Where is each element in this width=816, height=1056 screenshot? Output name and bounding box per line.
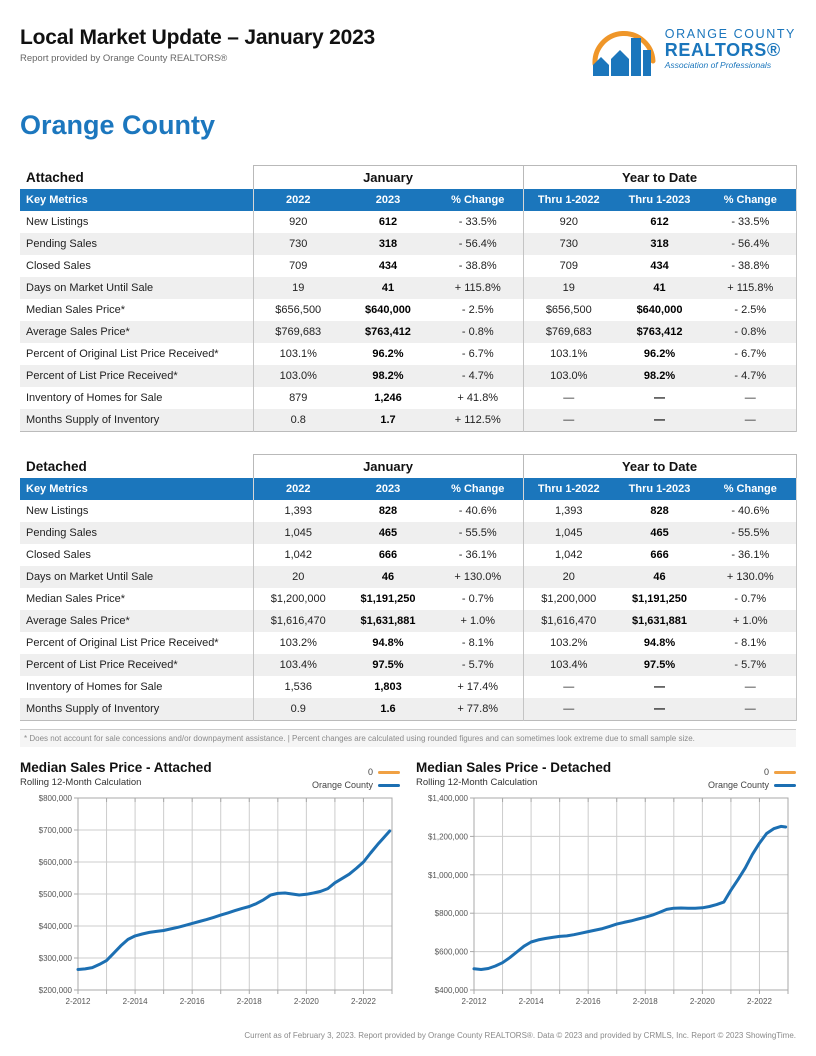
value-cell: 1,042	[523, 544, 614, 566]
value-cell: 879	[253, 387, 343, 409]
orange-county-realtors-logo	[589, 18, 796, 80]
table-row	[20, 299, 796, 321]
value-cell: - 5.7%	[433, 654, 523, 676]
value-cell: 19	[253, 277, 343, 299]
value-cell: —	[523, 409, 614, 432]
price-series-line	[474, 826, 786, 969]
legend-dash-orange-icon	[774, 771, 796, 774]
y-tick-label: $800,000	[38, 794, 72, 803]
table-row	[20, 654, 796, 676]
value-cell: $656,500	[253, 299, 343, 321]
y-tick-label: $1,400,000	[427, 794, 468, 803]
table-row	[20, 233, 796, 255]
value-cell: - 0.8%	[433, 321, 523, 343]
value-cell: - 36.1%	[458, 549, 497, 561]
value-cell: - 40.6%	[705, 500, 796, 522]
value-cell: 709	[253, 255, 343, 277]
chart-title: Median Sales Price - Detached	[416, 760, 612, 775]
value-cell: 94.8%	[372, 637, 404, 649]
page-header	[20, 14, 796, 80]
value-cell: + 1.0%	[705, 610, 796, 632]
value-cell: 97.5%	[343, 654, 433, 676]
value-cell: $769,683	[253, 321, 343, 343]
value-cell: - 33.5%	[458, 216, 497, 228]
value-cell: 666	[378, 549, 398, 561]
value-cell: 94.8%	[643, 637, 676, 649]
y-tick-label: $200,000	[38, 986, 72, 995]
value-cell: 20	[253, 566, 343, 588]
value-cell: 828	[378, 505, 398, 517]
value-cell: - 6.7%	[705, 343, 796, 365]
metric-cell: Average Sales Price*	[20, 610, 253, 632]
legend-item	[764, 767, 796, 777]
table-row	[20, 610, 796, 632]
title-block	[20, 14, 375, 64]
legend-label: 0	[763, 767, 769, 777]
logo-house-arc-icon	[589, 18, 657, 80]
value-cell: 1.6	[343, 698, 433, 721]
metric-cell: Months Supply of Inventory	[20, 409, 253, 432]
y-tick-label: $300,000	[38, 954, 72, 963]
value-cell: 318	[343, 233, 433, 255]
value-cell: 1,393	[253, 500, 343, 522]
chart-head	[20, 761, 400, 790]
chart-legend	[708, 767, 796, 790]
value-cell: + 41.8%	[457, 392, 499, 404]
metric-cell: Pending Sales	[20, 522, 253, 544]
value-cell: 730	[253, 233, 343, 255]
group-year-to-date: Year to Date	[523, 455, 796, 479]
value-cell: $1,191,250	[631, 593, 688, 605]
value-cell: 1,045	[253, 522, 343, 544]
col-header-pct-change: % Change	[433, 478, 523, 500]
y-tick-label: $400,000	[38, 922, 72, 931]
value-cell: 920	[253, 211, 343, 233]
value-cell: $1,631,881	[343, 610, 433, 632]
table-title-row	[20, 166, 796, 190]
value-cell: + 1.0%	[433, 610, 523, 632]
value-cell: 465	[343, 522, 433, 544]
metric-cell: Percent of Original List Price Received*	[26, 348, 219, 360]
value-cell: —	[654, 681, 666, 693]
x-tick-label: 2-2020	[293, 997, 319, 1006]
table-row	[20, 387, 796, 409]
value-cell: 1,803	[374, 681, 402, 693]
x-tick-label: 2-2016	[179, 997, 205, 1006]
col-header-ytd-pct-change: % Change	[705, 478, 796, 500]
value-cell: $640,000	[365, 304, 411, 316]
value-cell: $656,500	[523, 299, 614, 321]
chart-head	[416, 761, 796, 790]
metric-cell: New Listings	[26, 216, 89, 228]
value-cell: + 130.0%	[705, 566, 796, 588]
metric-cell: Median Sales Price*	[26, 304, 126, 316]
group-january: January	[253, 455, 523, 479]
col-header-thru-1-2023: Thru 1-2023	[614, 478, 705, 500]
value-cell: 103.4%	[253, 654, 343, 676]
table-header-row	[20, 478, 796, 500]
chart-titles	[416, 761, 611, 788]
value-cell: 434	[378, 260, 398, 272]
value-cell: - 6.7%	[461, 348, 494, 360]
table-title-row	[20, 455, 796, 479]
value-cell: 46	[343, 566, 433, 588]
value-cell: 0.8	[253, 409, 343, 432]
value-cell: - 2.5%	[461, 304, 494, 316]
value-cell: 103.1%	[523, 343, 614, 365]
col-header-2022: 2022	[253, 189, 343, 211]
y-tick-label: $1,200,000	[427, 832, 468, 842]
y-tick-label: $600,000	[38, 858, 72, 867]
value-cell: 1,045	[523, 522, 614, 544]
value-cell: - 38.8%	[705, 255, 796, 277]
value-cell: 96.2%	[643, 348, 676, 360]
x-tick-label: 2-2012	[461, 997, 487, 1006]
table-row	[20, 698, 796, 721]
value-cell: —	[705, 409, 796, 432]
value-cell: —	[654, 392, 666, 404]
chart-title: Median Sales Price - Attached	[20, 760, 212, 775]
legend-dash-orange-icon	[378, 771, 400, 774]
value-cell: $1,200,000	[253, 588, 343, 610]
value-cell: + 130.0%	[433, 566, 523, 588]
value-cell: 666	[650, 549, 669, 561]
value-cell: 730	[523, 233, 614, 255]
metric-cell: Inventory of Homes for Sale	[26, 681, 163, 693]
value-cell: 97.5%	[614, 654, 705, 676]
x-tick-label: 2-2014	[122, 997, 148, 1006]
value-cell: $640,000	[636, 304, 683, 316]
col-header-2022: 2022	[253, 478, 343, 500]
chart-subtitle: Rolling 12-Month Calculation	[416, 776, 538, 788]
value-cell: $763,412	[614, 321, 705, 343]
table-row	[20, 588, 796, 610]
y-tick-label: $400,000	[434, 986, 468, 995]
value-cell: —	[523, 387, 614, 409]
table-row	[20, 632, 796, 654]
col-header-ytd-pct-change: % Change	[705, 189, 796, 211]
metric-cell: Pending Sales	[20, 233, 253, 255]
x-tick-label: 2-2022	[746, 997, 772, 1006]
value-cell: + 112.5%	[433, 409, 523, 432]
table-row	[20, 255, 796, 277]
value-cell: —	[705, 676, 796, 698]
value-cell: 1,042	[253, 544, 343, 566]
value-cell: + 17.4%	[457, 681, 499, 693]
y-tick-label: $500,000	[38, 890, 72, 899]
logo-line1: ORANGE COUNTY	[664, 27, 796, 42]
metric-cell: Average Sales Price*	[20, 321, 253, 343]
table-row	[20, 409, 796, 432]
value-cell: - 33.5%	[705, 211, 796, 233]
table-header-row	[20, 189, 796, 211]
x-tick-label: 2-2012	[65, 997, 91, 1006]
value-cell: 103.4%	[523, 654, 614, 676]
x-tick-label: 2-2018	[632, 997, 658, 1006]
value-cell: 41	[614, 277, 705, 299]
page-footer: Current as of February 3, 2023. Report provided by Orange County REALTORS®. Data © 2023 and provided by CRMLS, Inc. Report © 2023 ShowingTime.	[244, 1031, 796, 1040]
metric-cell: Percent of Original List Price Received*	[26, 637, 219, 649]
value-cell: $1,631,881	[614, 610, 705, 632]
page-title: Local Market Update – January 2023	[20, 26, 376, 49]
value-cell: - 55.5%	[705, 522, 796, 544]
table-row	[20, 343, 796, 365]
legend-item	[708, 780, 796, 790]
col-header-key-metrics: Key Metrics	[20, 478, 253, 500]
x-tick-label: 2-2022	[350, 997, 376, 1006]
value-cell: 828	[650, 505, 669, 517]
value-cell: —	[705, 387, 796, 409]
value-cell: - 0.8%	[705, 321, 796, 343]
table-row	[20, 676, 796, 698]
table-row	[20, 365, 796, 387]
attached-metrics-table	[20, 165, 797, 432]
value-cell: + 115.8%	[433, 277, 523, 299]
value-cell: —	[523, 676, 614, 698]
value-cell: - 8.1%	[705, 632, 796, 654]
col-header-thru-1-2023: Thru 1-2023	[614, 189, 705, 211]
value-cell: 103.2%	[523, 632, 614, 654]
col-header-2023: 2023	[343, 478, 433, 500]
logo-line2: REALTORS®	[664, 40, 781, 61]
value-cell: 1,246	[374, 392, 402, 404]
col-header-thru-1-2022: Thru 1-2022	[523, 189, 614, 211]
legend-item	[312, 780, 400, 790]
chart-titles	[20, 761, 212, 788]
value-cell: 612	[650, 216, 669, 228]
value-cell: - 40.6%	[458, 505, 497, 517]
page-subtitle: Report provided by Orange County REALTORS®	[20, 53, 228, 64]
table-row	[20, 321, 796, 343]
legend-label: Orange County	[707, 780, 769, 790]
metric-cell: Percent of List Price Received*	[20, 654, 253, 676]
value-cell: 46	[614, 566, 705, 588]
table-name: Detached	[20, 455, 253, 479]
metric-cell: Days on Market Until Sale	[20, 566, 253, 588]
value-cell: 98.2%	[343, 365, 433, 387]
value-cell: - 5.7%	[705, 654, 796, 676]
median-price-detached-chart	[416, 761, 796, 1031]
metric-cell: New Listings	[26, 505, 89, 517]
value-cell: 1,393	[523, 500, 614, 522]
price-series-line	[78, 831, 390, 970]
value-cell: $769,683	[523, 321, 614, 343]
value-cell: 612	[378, 216, 398, 228]
attached-line-chart-svg	[20, 790, 400, 1026]
table-row	[20, 544, 796, 566]
x-tick-label: 2-2016	[575, 997, 601, 1006]
value-cell: - 0.7%	[705, 588, 796, 610]
col-header-2023: 2023	[343, 189, 433, 211]
value-cell: - 38.8%	[458, 260, 497, 272]
value-cell: - 56.4%	[705, 233, 796, 255]
value-cell: 103.0%	[253, 365, 343, 387]
value-cell: - 56.4%	[433, 233, 523, 255]
median-price-attached-chart	[20, 761, 400, 1031]
metric-cell: Months Supply of Inventory	[20, 698, 253, 721]
y-tick-label: $700,000	[38, 826, 72, 835]
value-cell: $1,200,000	[523, 588, 614, 610]
y-tick-label: $800,000	[434, 909, 468, 919]
charts-section	[20, 761, 796, 1031]
value-cell: 465	[614, 522, 705, 544]
chart-subtitle: Rolling 12-Month Calculation	[20, 776, 142, 788]
logo-tagline: Association of Professionals	[664, 60, 772, 71]
value-cell: - 36.1%	[705, 544, 796, 566]
value-cell: - 2.5%	[705, 299, 796, 321]
group-january: January	[253, 166, 523, 190]
y-tick-label: $1,000,000	[427, 870, 468, 880]
value-cell: + 115.8%	[705, 277, 796, 299]
legend-dash-blue-icon	[774, 784, 796, 787]
value-cell: —	[705, 698, 796, 721]
table-row	[20, 566, 796, 588]
legend-label: 0	[367, 767, 373, 777]
col-header-key-metrics: Key Metrics	[20, 189, 253, 211]
metric-cell: Inventory of Homes for Sale	[26, 392, 163, 404]
legend-label: Orange County	[311, 780, 373, 790]
table-name: Attached	[20, 166, 253, 190]
table-footnote: * Does not account for sale concessions and/or downpayment assistance. | Percent changes are calculated using rounded figures and can sometimes look extreme due to small sample size.	[20, 729, 796, 747]
value-cell: 434	[650, 260, 669, 272]
value-cell: 19	[523, 277, 614, 299]
value-cell: 1,536	[253, 676, 343, 698]
value-cell: - 55.5%	[433, 522, 523, 544]
detached-metrics-table	[20, 454, 797, 721]
value-cell: $1,616,470	[523, 610, 614, 632]
table-row	[20, 522, 796, 544]
value-cell: 96.2%	[372, 348, 404, 360]
value-cell: 103.2%	[253, 632, 343, 654]
value-cell: 103.0%	[523, 365, 614, 387]
value-cell: - 4.7%	[705, 365, 796, 387]
value-cell: + 77.8%	[433, 698, 523, 721]
metric-cell: Days on Market Until Sale	[20, 277, 253, 299]
x-tick-label: 2-2014	[518, 997, 544, 1006]
x-tick-label: 2-2018	[236, 997, 262, 1006]
y-tick-label: $600,000	[434, 947, 468, 957]
value-cell: 103.1%	[253, 343, 343, 365]
metric-cell: Closed Sales	[26, 549, 91, 561]
value-cell: $1,191,250	[360, 593, 416, 605]
chart-legend	[312, 767, 400, 790]
value-cell: 20	[523, 566, 614, 588]
logo-text	[665, 28, 796, 70]
value-cell: 0.9	[253, 698, 343, 721]
metric-cell: Percent of List Price Received*	[20, 365, 253, 387]
value-cell: - 0.7%	[461, 593, 494, 605]
plot-border	[474, 798, 788, 990]
detached-table-body	[20, 500, 796, 721]
value-cell: 709	[523, 255, 614, 277]
value-cell: 920	[523, 211, 614, 233]
value-cell: 41	[343, 277, 433, 299]
value-cell: —	[614, 698, 705, 721]
col-header-thru-1-2022: Thru 1-2022	[523, 478, 614, 500]
col-header-pct-change: % Change	[433, 189, 523, 211]
table-row	[20, 277, 796, 299]
table-row	[20, 500, 796, 522]
value-cell: - 4.7%	[433, 365, 523, 387]
attached-table-body	[20, 211, 796, 432]
table-row	[20, 211, 796, 233]
group-year-to-date: Year to Date	[523, 166, 796, 190]
x-tick-label: 2-2020	[689, 997, 715, 1006]
value-cell: - 8.1%	[461, 637, 494, 649]
value-cell: —	[614, 409, 705, 432]
legend-item	[368, 767, 400, 777]
value-cell: $1,616,470	[253, 610, 343, 632]
metric-cell: Median Sales Price*	[26, 593, 126, 605]
value-cell: 318	[614, 233, 705, 255]
detached-line-chart-svg	[416, 790, 796, 1026]
value-cell: —	[523, 698, 614, 721]
value-cell: 1.7	[343, 409, 433, 432]
region-heading: Orange County	[20, 110, 216, 140]
metric-cell: Closed Sales	[26, 260, 91, 272]
legend-dash-blue-icon	[378, 784, 400, 787]
value-cell: 98.2%	[614, 365, 705, 387]
value-cell: $763,412	[343, 321, 433, 343]
